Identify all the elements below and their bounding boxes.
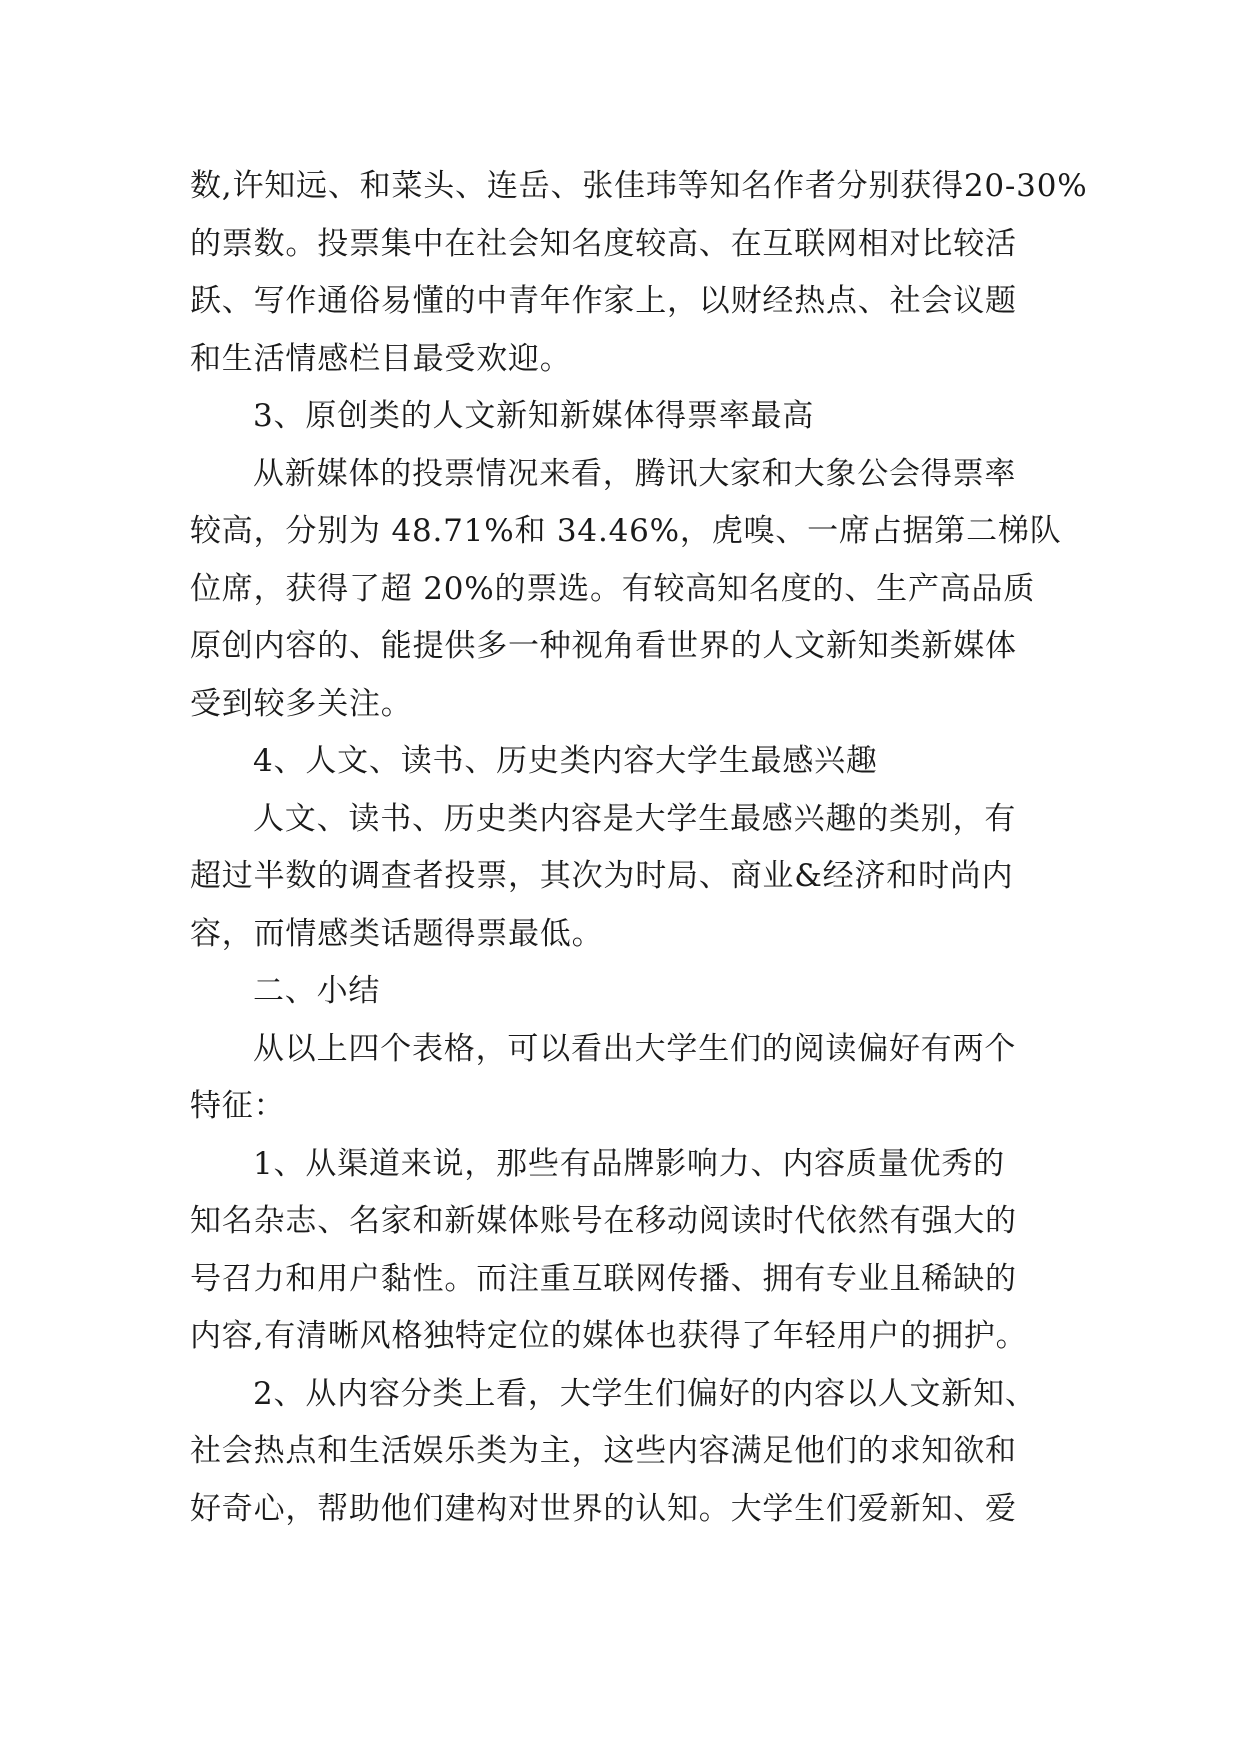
- text-line: 2、从内容分类上看，大学生们偏好的内容以人文新知、: [253, 1375, 1037, 1412]
- text-line: 受到较多关注。: [190, 685, 413, 722]
- text-line: 的票数。投票集中在社会知名度较高、在互联网相对比较活: [190, 225, 1017, 262]
- text-line: 容，而情感类话题得票最低。: [190, 915, 604, 952]
- text-line: 和生活情感栏目最受欢迎。: [190, 340, 572, 377]
- text-line: 社会热点和生活娱乐类为主，这些内容满足他们的求知欲和: [190, 1433, 1017, 1469]
- text-line: 超过半数的调查者投票，其次为时局、商业&经济和时尚内: [190, 858, 1014, 894]
- text-line: 号召力和用户黏性。而注重互联网传播、拥有专业且稀缺的: [190, 1260, 1017, 1297]
- text-line: 特征：: [190, 1088, 286, 1124]
- body-text: [190, 158, 1088, 1538]
- text-line: 内容,有清晰风格独特定位的媒体也获得了年轻用户的拥护。: [190, 1318, 1028, 1354]
- text-line: 较高，分别为 48.71%和 34.46%，虎嗅、一席占据第二梯队: [190, 513, 1062, 549]
- text-line: 从新媒体的投票情况来看，腾讯大家和大象公会得票率: [253, 455, 1017, 492]
- text-line: 1、从渠道来说，那些有品牌影响力、内容质量优秀的: [253, 1145, 1005, 1182]
- text-line: 二、小结: [253, 973, 381, 1009]
- text-line: 人文、读书、历史类内容是大学生最感兴趣的类别，有: [253, 800, 1017, 837]
- text-line: 4、人文、读书、历史类内容大学生最感兴趣: [253, 743, 878, 779]
- text-line: 位席，获得了超 20%的票选。有较高知名度的、生产高品质: [190, 570, 1036, 607]
- text-line: 跃、写作通俗易懂的中青年作家上，以财经热点、社会议题: [190, 283, 1017, 319]
- text-line: 原创内容的、能提供多一种视角看世界的人文新知类新媒体: [190, 628, 1017, 664]
- text-line: 数,许知远、和菜头、连岳、张佳玮等知名作者分别获得20-30%: [190, 168, 1088, 204]
- text-line: 知名杂志、名家和新媒体账号在移动阅读时代依然有强大的: [190, 1203, 1017, 1239]
- text-line: 3、原创类的人文新知新媒体得票率最高: [253, 398, 815, 434]
- text-line: 从以上四个表格，可以看出大学生们的阅读偏好有两个: [253, 1030, 1017, 1067]
- text-line: 好奇心，帮助他们建构对世界的认知。大学生们爱新知、爱: [190, 1490, 1017, 1527]
